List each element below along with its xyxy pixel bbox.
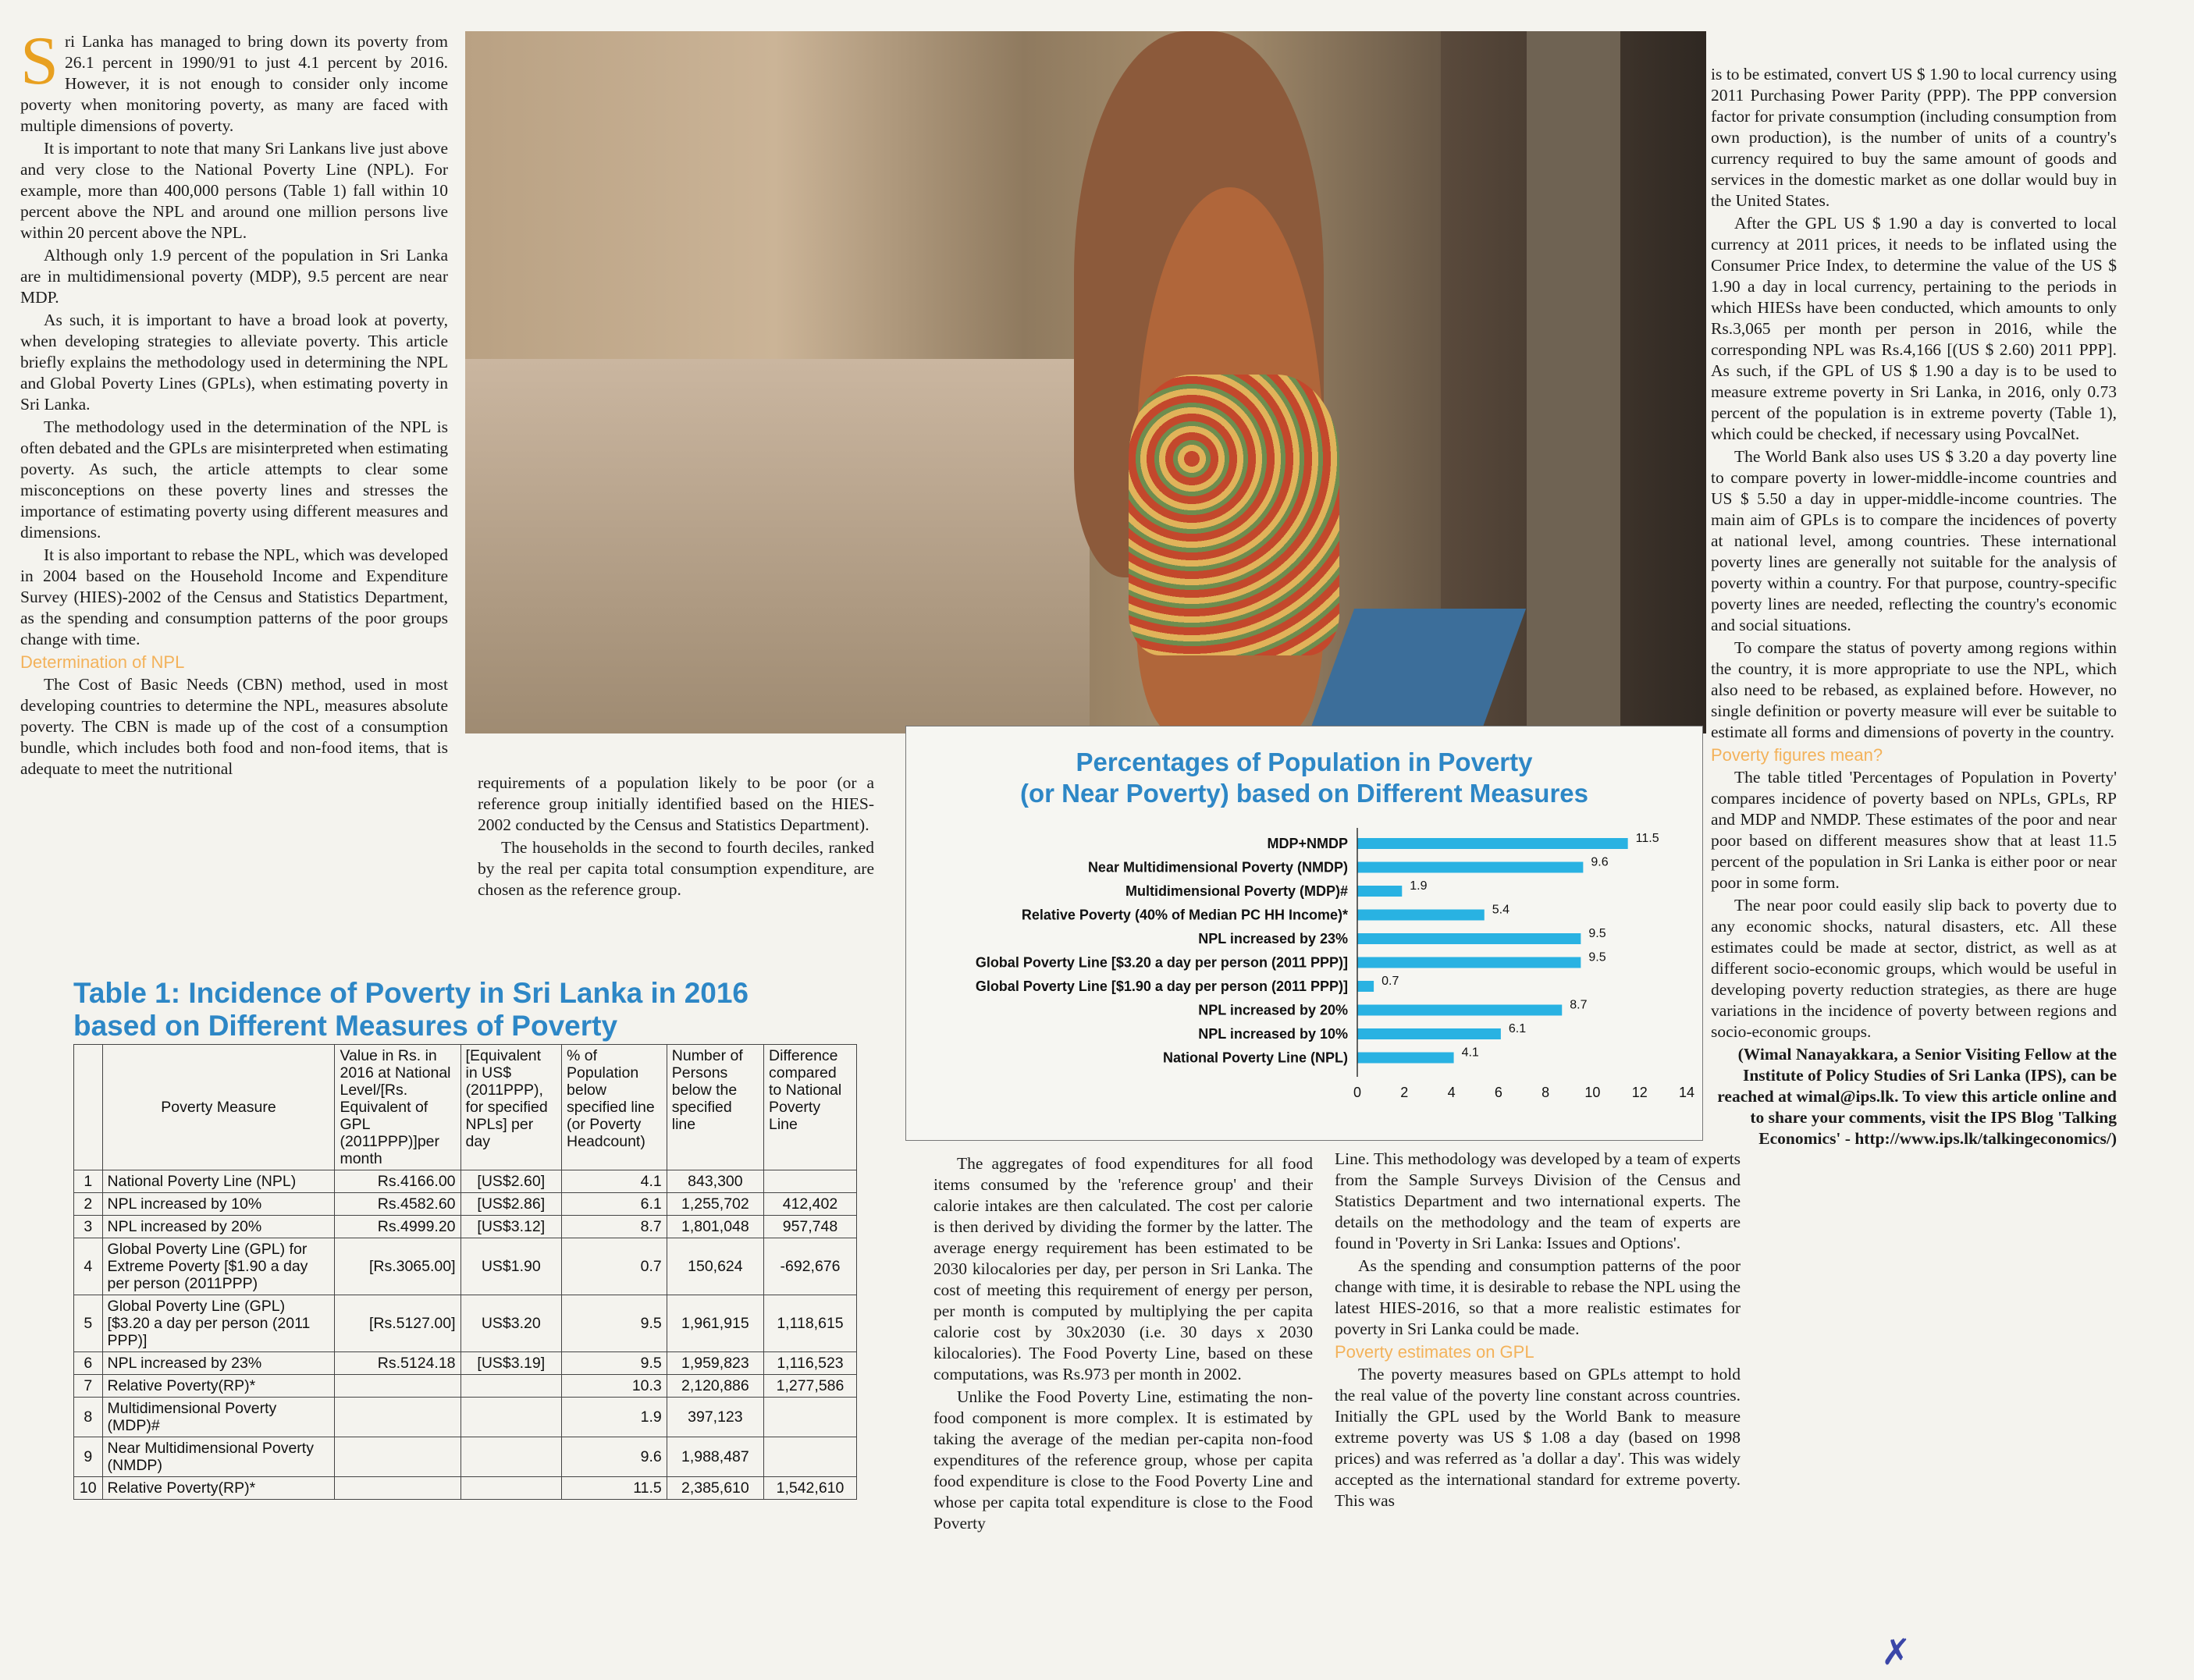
value-cell bbox=[335, 1375, 460, 1398]
data-label: 6.1 bbox=[1508, 1022, 1527, 1035]
row-number: 3 bbox=[74, 1216, 103, 1238]
category-label: NPL increased by 10% bbox=[1198, 1026, 1348, 1042]
persons-cell: 397,123 bbox=[667, 1398, 763, 1437]
x-tick-label: 10 bbox=[1584, 1085, 1601, 1100]
x-tick-label: 2 bbox=[1400, 1085, 1409, 1100]
category-label: MDP+NMDP bbox=[1267, 836, 1348, 851]
category-label: NPL increased by 20% bbox=[1198, 1002, 1348, 1018]
paragraph: The Cost of Basic Needs (CBN) method, used in most developing countries to determine the NPL, measures absolute poverty. The CBN is made up of the cost of a consumption bundle, which includes both food and non-food items, that is adequate to meet the nutritional bbox=[20, 675, 448, 778]
bar bbox=[1357, 981, 1374, 992]
persons-cell: 1,961,915 bbox=[667, 1295, 763, 1352]
category-label: Near Multidimensional Poverty (NMDP) bbox=[1087, 859, 1348, 876]
table-row bbox=[74, 1375, 857, 1398]
poverty-bar-chart bbox=[905, 726, 1703, 1141]
bar bbox=[1357, 1053, 1454, 1064]
section-subhead: Determination of NPL bbox=[20, 652, 185, 672]
persons-cell: 150,624 bbox=[667, 1238, 763, 1295]
chart-title: Percentages of Population in Poverty (or Near Poverty) based on Different Measures bbox=[1019, 748, 1589, 808]
value-cell bbox=[335, 1477, 460, 1500]
persons-cell: 2,385,610 bbox=[667, 1477, 763, 1500]
paragraph: is to be estimated, convert US $ 1.90 to local currency using 2011 Purchasing Power Parity (PPP). The PPP conversion factor for private consumption (including consumption from own production), is the number of units of a country's currency required to buy the same amount of goods and services in the domestic market as one dollar would buy in the United States. bbox=[1711, 65, 2117, 210]
category-label: National Poverty Line (NPL) bbox=[1162, 1050, 1348, 1066]
table-row bbox=[74, 1216, 857, 1238]
paragraph: The methodology used in the determination of the NPL is often debated and the GPLs are misinterpreted when estimating poverty. As such, the article attempts to clear some misconceptions on these poverty lines and stresses the importance of estimating poverty using different measures and dimensions. bbox=[20, 417, 448, 542]
paragraph: The aggregates of food expenditures for all food items consumed by the 'reference group' and their calorie intakes are then calculated. The cost per calorie is then derived by dividing the former by the latter. The average energy requirement has been estimated to be 2030 kilocalories per day, per person in Sri Lanka. The cost of meeting this requirement of energy per person, per month is computed by multiplying the per capita calorie cost by 30x2030 (i.e. 30 days x 2030 kilocalories). The Food Poverty Line, based on these computations, was Rs.973 per month in 2002. bbox=[933, 1154, 1313, 1383]
poverty-measure-cell: Relative Poverty(RP)* bbox=[102, 1477, 335, 1500]
poverty-measure-cell: National Poverty Line (NPL) bbox=[102, 1170, 335, 1193]
difference-cell bbox=[763, 1398, 856, 1437]
paragraph: Although only 1.9 percent of the population in Sri Lanka are in multidimensional poverty (MDP), 9.5 percent are near MDP. bbox=[20, 246, 448, 307]
persons-cell: 1,988,487 bbox=[667, 1437, 763, 1477]
data-label: 9.6 bbox=[1591, 855, 1609, 869]
section-subhead: Poverty estimates on GPL bbox=[1335, 1342, 1534, 1362]
category-label: Global Poverty Line [$1.90 a day per person (2011 PPP)] bbox=[975, 979, 1348, 994]
category-label: Global Poverty Line [$3.20 a day per person (2011 PPP)] bbox=[975, 954, 1348, 971]
x-tick-label: 6 bbox=[1494, 1085, 1502, 1100]
row-number: 9 bbox=[74, 1437, 103, 1477]
table-row bbox=[74, 1477, 857, 1500]
paragraph: The households in the second to fourth deciles, ranked by the real per capita total consumption expenditure, are chosen as the reference group. bbox=[478, 838, 874, 899]
percent-cell: 8.7 bbox=[562, 1216, 667, 1238]
bar bbox=[1357, 910, 1485, 921]
table-row bbox=[74, 1193, 857, 1216]
bar bbox=[1357, 933, 1581, 944]
percent-cell: 6.1 bbox=[562, 1193, 667, 1216]
row-number: 6 bbox=[74, 1352, 103, 1375]
x-tick-label: 14 bbox=[1678, 1085, 1695, 1100]
persons-cell: 2,120,886 bbox=[667, 1375, 763, 1398]
usd-cell bbox=[460, 1437, 561, 1477]
x-tick-label: 8 bbox=[1541, 1085, 1550, 1100]
row-number: 1 bbox=[74, 1170, 103, 1193]
value-cell bbox=[335, 1398, 460, 1437]
usd-cell: [US$3.12] bbox=[460, 1216, 561, 1238]
category-label: Relative Poverty (40% of Median PC HH Income)* bbox=[1021, 907, 1348, 923]
poverty-measure-cell: NPL increased by 23% bbox=[102, 1352, 335, 1375]
bar bbox=[1357, 838, 1628, 849]
paragraph: It is also important to rebase the NPL, which was developed in 2004 based on the Household Income and Expenditure Survey (HIES)-2002 of the Census and Statistics Department, as the spending and consumption patterns of the poor groups change with time. bbox=[20, 545, 448, 648]
value-cell: [Rs.5127.00] bbox=[335, 1295, 460, 1352]
x-tick-label: 0 bbox=[1353, 1085, 1362, 1100]
table-row bbox=[74, 1170, 857, 1193]
table-row bbox=[74, 1238, 857, 1295]
difference-cell: 1,116,523 bbox=[763, 1352, 856, 1375]
difference-cell: 412,402 bbox=[763, 1193, 856, 1216]
x-tick-label: 12 bbox=[1631, 1085, 1648, 1100]
bar bbox=[1357, 886, 1402, 897]
paragraph: After the GPL US $ 1.90 a day is converted to local currency at 2011 prices, it needs to be inflated using the Consumer Price Index, to determine the value of the US $ 1.90 a day in local currency, pertaining to the periods in which HIESs have been conducted, which amounts to only Rs.3,065 per month per person in 2016, while the corresponding NPL was Rs.4,166 [(US $ 2.60) 2011 PPP]. As such, if the GPL of US $ 1.90 a day is to be used to measure extreme poverty in Sri Lanka, in 2016, only 0.73 percent of the population is in extreme poverty (Table 1), which could be checked, if necessary using PovcalNet. bbox=[1711, 214, 2117, 443]
value-cell: Rs.4166.00 bbox=[335, 1170, 460, 1193]
percent-cell: 10.3 bbox=[562, 1375, 667, 1398]
drop-cap: S bbox=[20, 23, 59, 99]
usd-cell: [US$2.86] bbox=[460, 1193, 561, 1216]
paragraph: It is important to note that many Sri Lankans live just above and very close to the National Poverty Line (NPL). For example, more than 400,000 persons (Table 1) fall within 10 percent above the NPL and around one million persons live within 20 percent above the NPL. bbox=[20, 139, 448, 242]
paragraph: Unlike the Food Poverty Line, estimating the non-food component is more complex. It is estimated by taking the average of the median per-capita non-food expenditures of the reference group, whose per capita food expenditure is close to the Food Poverty Line and whose per capita total expenditure is close to the Food Poverty bbox=[933, 1387, 1313, 1533]
poverty-measure-cell: NPL increased by 10% bbox=[102, 1193, 335, 1216]
usd-cell: US$3.20 bbox=[460, 1295, 561, 1352]
percent-cell: 4.1 bbox=[562, 1170, 667, 1193]
paragraph: The poverty measures based on GPLs attempt to hold the real value of the poverty line constant across countries. Initially the GPL used by the World Bank to measure extreme poverty was US $ 1.08 a day (based on 1998 prices) and was referred as 'a dollar a day'. This was widely accepted as the international standard for extreme poverty. This was bbox=[1335, 1365, 1741, 1510]
table-row bbox=[74, 1352, 857, 1375]
bar bbox=[1357, 1028, 1501, 1039]
percent-cell: 9.5 bbox=[562, 1295, 667, 1352]
usd-cell: US$1.90 bbox=[460, 1238, 561, 1295]
usd-cell bbox=[460, 1375, 561, 1398]
table-header-row: Poverty Measure Value in Rs. in 2016 at National Level/[Rs. Equivalent of GPL (2011PPP)]per month [Equivalent in US$ (2011PPP), for specified NPLs] per day % of Population below specified line (or Poverty Headcount) Number of Persons below the specified line Difference compared to National Poverty Line bbox=[74, 1045, 857, 1170]
difference-cell: 1,542,610 bbox=[763, 1477, 856, 1500]
article-column-5 bbox=[1711, 64, 2117, 1151]
usd-cell bbox=[460, 1398, 561, 1437]
difference-cell: 1,118,615 bbox=[763, 1295, 856, 1352]
chart-plot bbox=[906, 726, 1702, 1140]
table-row bbox=[74, 1398, 857, 1437]
row-number: 7 bbox=[74, 1375, 103, 1398]
usd-cell: [US$2.60] bbox=[460, 1170, 561, 1193]
bar bbox=[1357, 957, 1581, 968]
usd-cell bbox=[460, 1477, 561, 1500]
paragraph: The near poor could easily slip back to poverty due to any economic shocks, natural disasters, etc. All these estimates could be made at sector, district, as well as at different socio-economic groups, which would be useful in developing poverty reduction strategies, as there are huge variations in the incidence of poverty between regions and socio-economic groups. bbox=[1711, 896, 2117, 1041]
difference-cell: 957,748 bbox=[763, 1216, 856, 1238]
difference-cell: -692,676 bbox=[763, 1238, 856, 1295]
poverty-incidence-table bbox=[73, 1044, 857, 1500]
poverty-measure-cell: Multidimensional Poverty (MDP)# bbox=[102, 1398, 335, 1437]
article-column-1 bbox=[20, 23, 448, 781]
poverty-measure-cell: Global Poverty Line (GPL) [$3.20 a day per person (2011 PPP)] bbox=[102, 1295, 335, 1352]
section-subhead: Poverty figures mean? bbox=[1711, 745, 1883, 765]
difference-cell bbox=[763, 1437, 856, 1477]
category-label: Multidimensional Poverty (MDP)# bbox=[1125, 883, 1348, 899]
persons-cell: 1,801,048 bbox=[667, 1216, 763, 1238]
row-number: 8 bbox=[74, 1398, 103, 1437]
paragraph: Line. This methodology was developed by a team of experts from the Sample Surveys Division of the Census and Statistics Department and two international experts. The details on the methodology and the team of experts are found in 'Poverty in Sri Lanka: Issues and Options'. bbox=[1335, 1149, 1741, 1252]
data-label: 8.7 bbox=[1570, 998, 1588, 1012]
data-label: 11.5 bbox=[1635, 832, 1659, 845]
table-row bbox=[74, 1295, 857, 1352]
row-number: 10 bbox=[74, 1477, 103, 1500]
row-number: 2 bbox=[74, 1193, 103, 1216]
article-column-4 bbox=[1335, 1149, 1741, 1513]
persons-cell: 1,255,702 bbox=[667, 1193, 763, 1216]
percent-cell: 0.7 bbox=[562, 1238, 667, 1295]
bar bbox=[1357, 1005, 1562, 1016]
paragraph: requirements of a population likely to be poor (or a reference group initially identified based on the HIES-2002 conducted by the Census and Statistics Department). bbox=[478, 773, 874, 834]
percent-cell: 9.6 bbox=[562, 1437, 667, 1477]
row-number: 4 bbox=[74, 1238, 103, 1295]
category-label: NPL increased by 23% bbox=[1198, 931, 1348, 947]
article-column-3 bbox=[933, 1153, 1313, 1536]
article-photo bbox=[465, 31, 1706, 733]
paragraph: To compare the status of poverty among regions within the country, it is more appropriate to use the NPL, which also need to be rebased, as explained before. However, no single definition or poverty measure will ever be suitable to estimate all forms and dimensions of poverty in the country. bbox=[1711, 638, 2117, 741]
value-cell: Rs.5124.18 bbox=[335, 1352, 460, 1375]
difference-cell bbox=[763, 1170, 856, 1193]
row-number: 5 bbox=[74, 1295, 103, 1352]
paragraph: As such, it is important to have a broad look at poverty, when developing strategies to alleviate poverty. This article briefly explains the methodology used in determining the NPL and Global Poverty Lines (GPLs), when estimating poverty in Sri Lanka. bbox=[20, 311, 448, 414]
data-label: 4.1 bbox=[1461, 1046, 1479, 1060]
author-credit: (Wimal Nanayakkara, a Senior Visiting Fellow at the Institute of Policy Studies of Sri Lanka (IPS), can be reached at wimal@ips.lk. To view this article online and to share your comments, visit the IPS Blog 'Talking Economics' - http://www.ips.lk/talkingeconomics/) bbox=[1717, 1045, 2117, 1148]
paragraph: As the spending and consumption patterns of the poor change with time, it is desirable to rebase the NPL using the latest HIES-2016, so that a more realistic estimates for poverty in Sri Lanka could be made. bbox=[1335, 1256, 1741, 1338]
percent-cell: 1.9 bbox=[562, 1398, 667, 1437]
article-column-2 bbox=[478, 773, 874, 902]
handwritten-mark: ✗ bbox=[1881, 1631, 1911, 1673]
data-label: 9.5 bbox=[1588, 950, 1606, 964]
value-cell: Rs.4582.60 bbox=[335, 1193, 460, 1216]
bar bbox=[1357, 862, 1583, 873]
usd-cell: [US$3.19] bbox=[460, 1352, 561, 1375]
value-cell: Rs.4999.20 bbox=[335, 1216, 460, 1238]
percent-cell: 11.5 bbox=[562, 1477, 667, 1500]
difference-cell: 1,277,586 bbox=[763, 1375, 856, 1398]
data-label: 5.4 bbox=[1492, 903, 1510, 917]
paragraph: Sri Lanka has managed to bring down its poverty from 26.1 percent in 1990/91 to just 4.1 percent by 2016. However, it is not enough to consider only income poverty when monitoring poverty, as many are faced with multiple dimensions of poverty. bbox=[20, 23, 448, 135]
persons-cell: 843,300 bbox=[667, 1170, 763, 1193]
persons-cell: 1,959,823 bbox=[667, 1352, 763, 1375]
poverty-measure-cell: Relative Poverty(RP)* bbox=[102, 1375, 335, 1398]
data-label: 1.9 bbox=[1410, 879, 1428, 893]
paragraph: The World Bank also uses US $ 3.20 a day poverty line to compare poverty in lower-middle-income countries and US $ 5.50 a day in upper-middle-income countries. The main aim of GPLs is to compare the incidences of poverty at national level, among countries. These international poverty lines are generally not suitable for the analysis of poverty within a country. For that purpose, country-specific poverty lines are needed, reflecting the country's economic and social situations. bbox=[1711, 447, 2117, 634]
poverty-measure-cell: Global Poverty Line (GPL) for Extreme Poverty [$1.90 a day per person (2011PPP) bbox=[102, 1238, 335, 1295]
data-label: 9.5 bbox=[1588, 927, 1606, 940]
table-row bbox=[74, 1437, 857, 1477]
poverty-measure-cell: Near Multidimensional Poverty (NMDP) bbox=[102, 1437, 335, 1477]
value-cell bbox=[335, 1437, 460, 1477]
poverty-measure-cell: NPL increased by 20% bbox=[102, 1216, 335, 1238]
data-label: 0.7 bbox=[1381, 975, 1399, 988]
paragraph: The table titled 'Percentages of Population in Poverty' compares incidence of poverty based on NPLs, GPLs, RP and MDP and NMDP. These estimates of the poor and near poor based on different measures show that at least 11.5 percent of the population in Sri Lanka is either poor or near poor in some form. bbox=[1711, 768, 2117, 892]
value-cell: [Rs.3065.00] bbox=[335, 1238, 460, 1295]
percent-cell: 9.5 bbox=[562, 1352, 667, 1375]
x-tick-label: 4 bbox=[1447, 1085, 1456, 1100]
table-title: Table 1: Incidence of Poverty in Sri Lanka in 2016 based on Different Measures of Poverty bbox=[73, 977, 749, 1042]
